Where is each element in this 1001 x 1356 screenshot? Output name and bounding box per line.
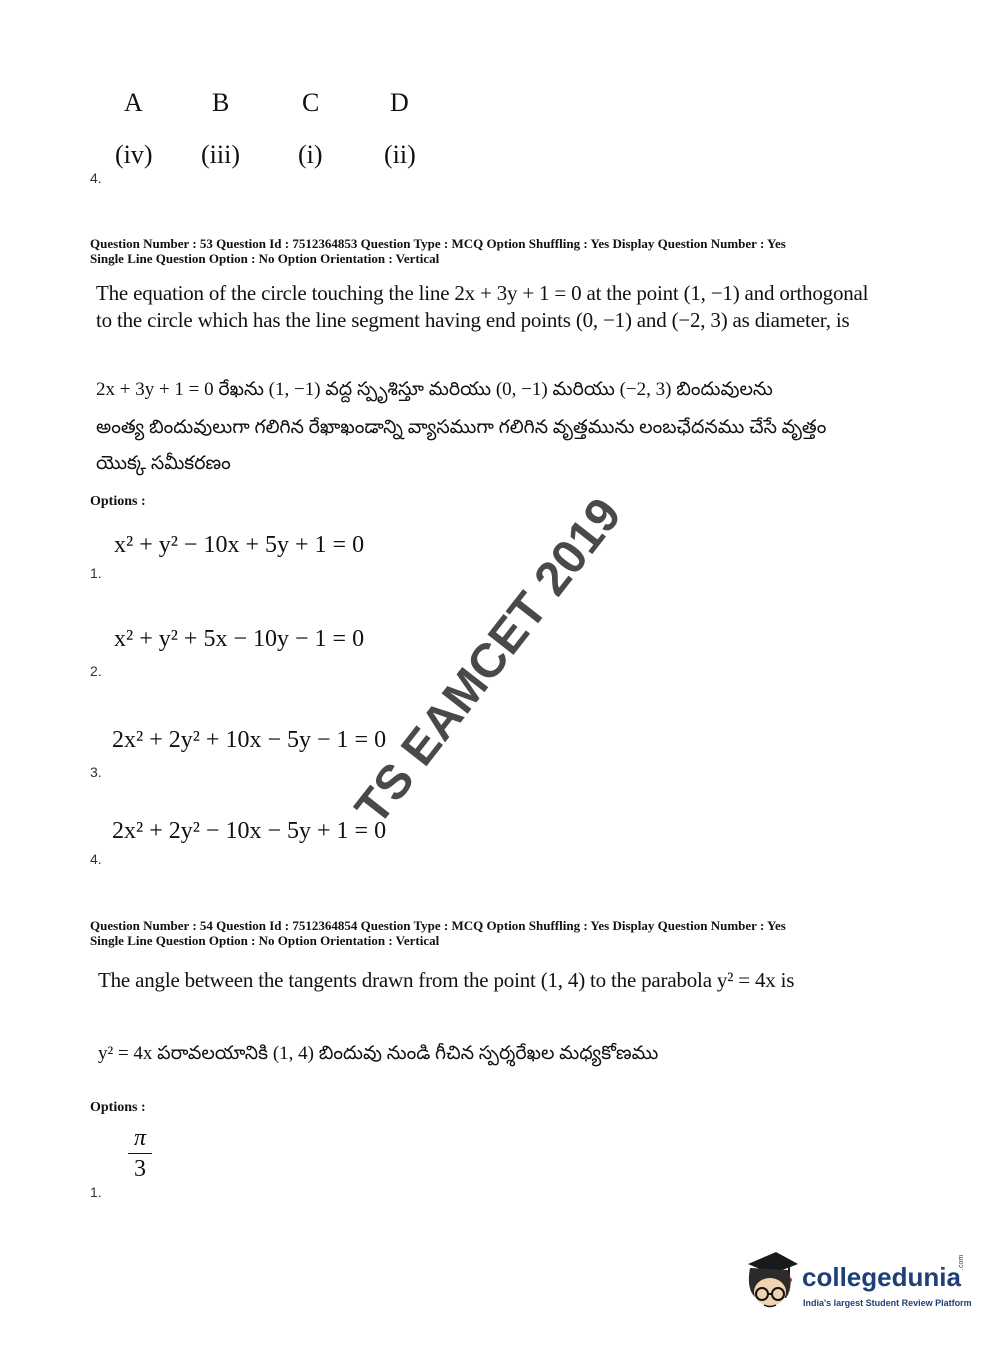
- q53-option-4-number: 4.: [90, 851, 102, 867]
- collegedunia-logo: [742, 1248, 972, 1318]
- logo-tagline: India's largest Student Review Platform: [803, 1298, 972, 1308]
- q54-text-line1: The angle between the tangents drawn from the point (1, 4) to the parabola y² = 4x is: [98, 968, 795, 992]
- q53-telugu-line3: యొక్క సమీకరణం: [96, 453, 231, 474]
- q53-meta-line2: Single Line Question Option : No Option Orientation : Vertical: [90, 251, 440, 266]
- column-a-header: A: [124, 88, 143, 117]
- q53-option-3-equation: 2x² + 2y² + 10x − 5y − 1 = 0: [112, 727, 387, 753]
- q53-telugu-line2: అంత్య బిందువులుగా గలిగిన రేఖాఖండాన్ని వ్యాసముగా గలిగిన వృత్తమును లంబఛేదనము చేసే వృత్తం: [96, 417, 827, 438]
- q53-option-1-number: 1.: [90, 565, 102, 581]
- q54-telugu-line1: y² = 4x పరావలయానికి (1, 4) బిందువు నుండి గీచిన స్పర్శరేఖల మధ్యకోణము: [98, 1043, 659, 1064]
- logo-name: collegedunia: [802, 1262, 961, 1292]
- q53-text-line1: The equation of the circle touching the line 2x + 3y + 1 = 0 at the point (1, −1) and orthogonal: [96, 281, 869, 305]
- fraction-denominator: 3: [134, 1156, 146, 1182]
- q54-option-1-number: 1.: [90, 1184, 102, 1200]
- q54-meta-line1: Question Number : 54 Question Id : 7512364854 Question Type : MCQ Option Shuffling : Yes Display Question Number : Yes: [90, 918, 786, 933]
- match-d: (ii): [384, 140, 416, 169]
- logo-suffix: .com: [958, 1254, 965, 1270]
- q53-option-2-number: 2.: [90, 663, 102, 679]
- match-a: (iv): [115, 140, 153, 169]
- column-b-header: B: [212, 88, 230, 117]
- mascot-icon: [742, 1250, 800, 1314]
- column-c-header: C: [302, 88, 320, 117]
- q53-option-1-equation: x² + y² − 10x + 5y + 1 = 0: [114, 532, 365, 558]
- prev-option-number: 4.: [90, 170, 102, 186]
- q53-text-line2: to the circle which has the line segment having end points (0, −1) and (−2, 3) as diameter, is: [96, 308, 850, 332]
- q53-meta-line1: Question Number : 53 Question Id : 7512364853 Question Type : MCQ Option Shuffling : Yes Display Question Number : Yes: [90, 236, 786, 251]
- q53-telugu-line1: 2x + 3y + 1 = 0 రేఖను (1, −1) వద్ద స్పృశిస్తూ మరియు (0, −1) మరియు (−2, 3) బిందువులను: [96, 379, 773, 400]
- match-b: (iii): [201, 140, 240, 169]
- q53-option-3-number: 3.: [90, 764, 102, 780]
- match-c: (i): [298, 140, 323, 169]
- q53-option-4-equation: 2x² + 2y² − 10x − 5y + 1 = 0: [112, 818, 387, 844]
- q54-options-label: Options :: [90, 1100, 146, 1115]
- watermark: TS EAMCET 2019: [345, 488, 632, 835]
- fraction-numerator: π: [133, 1125, 147, 1151]
- q53-options-label: Options :: [90, 494, 146, 509]
- q54-option-1-fraction: [128, 1124, 152, 1183]
- fraction-bar: [128, 1153, 152, 1154]
- q54-meta-line2: Single Line Question Option : No Option Orientation : Vertical: [90, 933, 440, 948]
- q53-option-2-equation: x² + y² + 5x − 10y − 1 = 0: [114, 626, 365, 652]
- column-d-header: D: [390, 88, 409, 117]
